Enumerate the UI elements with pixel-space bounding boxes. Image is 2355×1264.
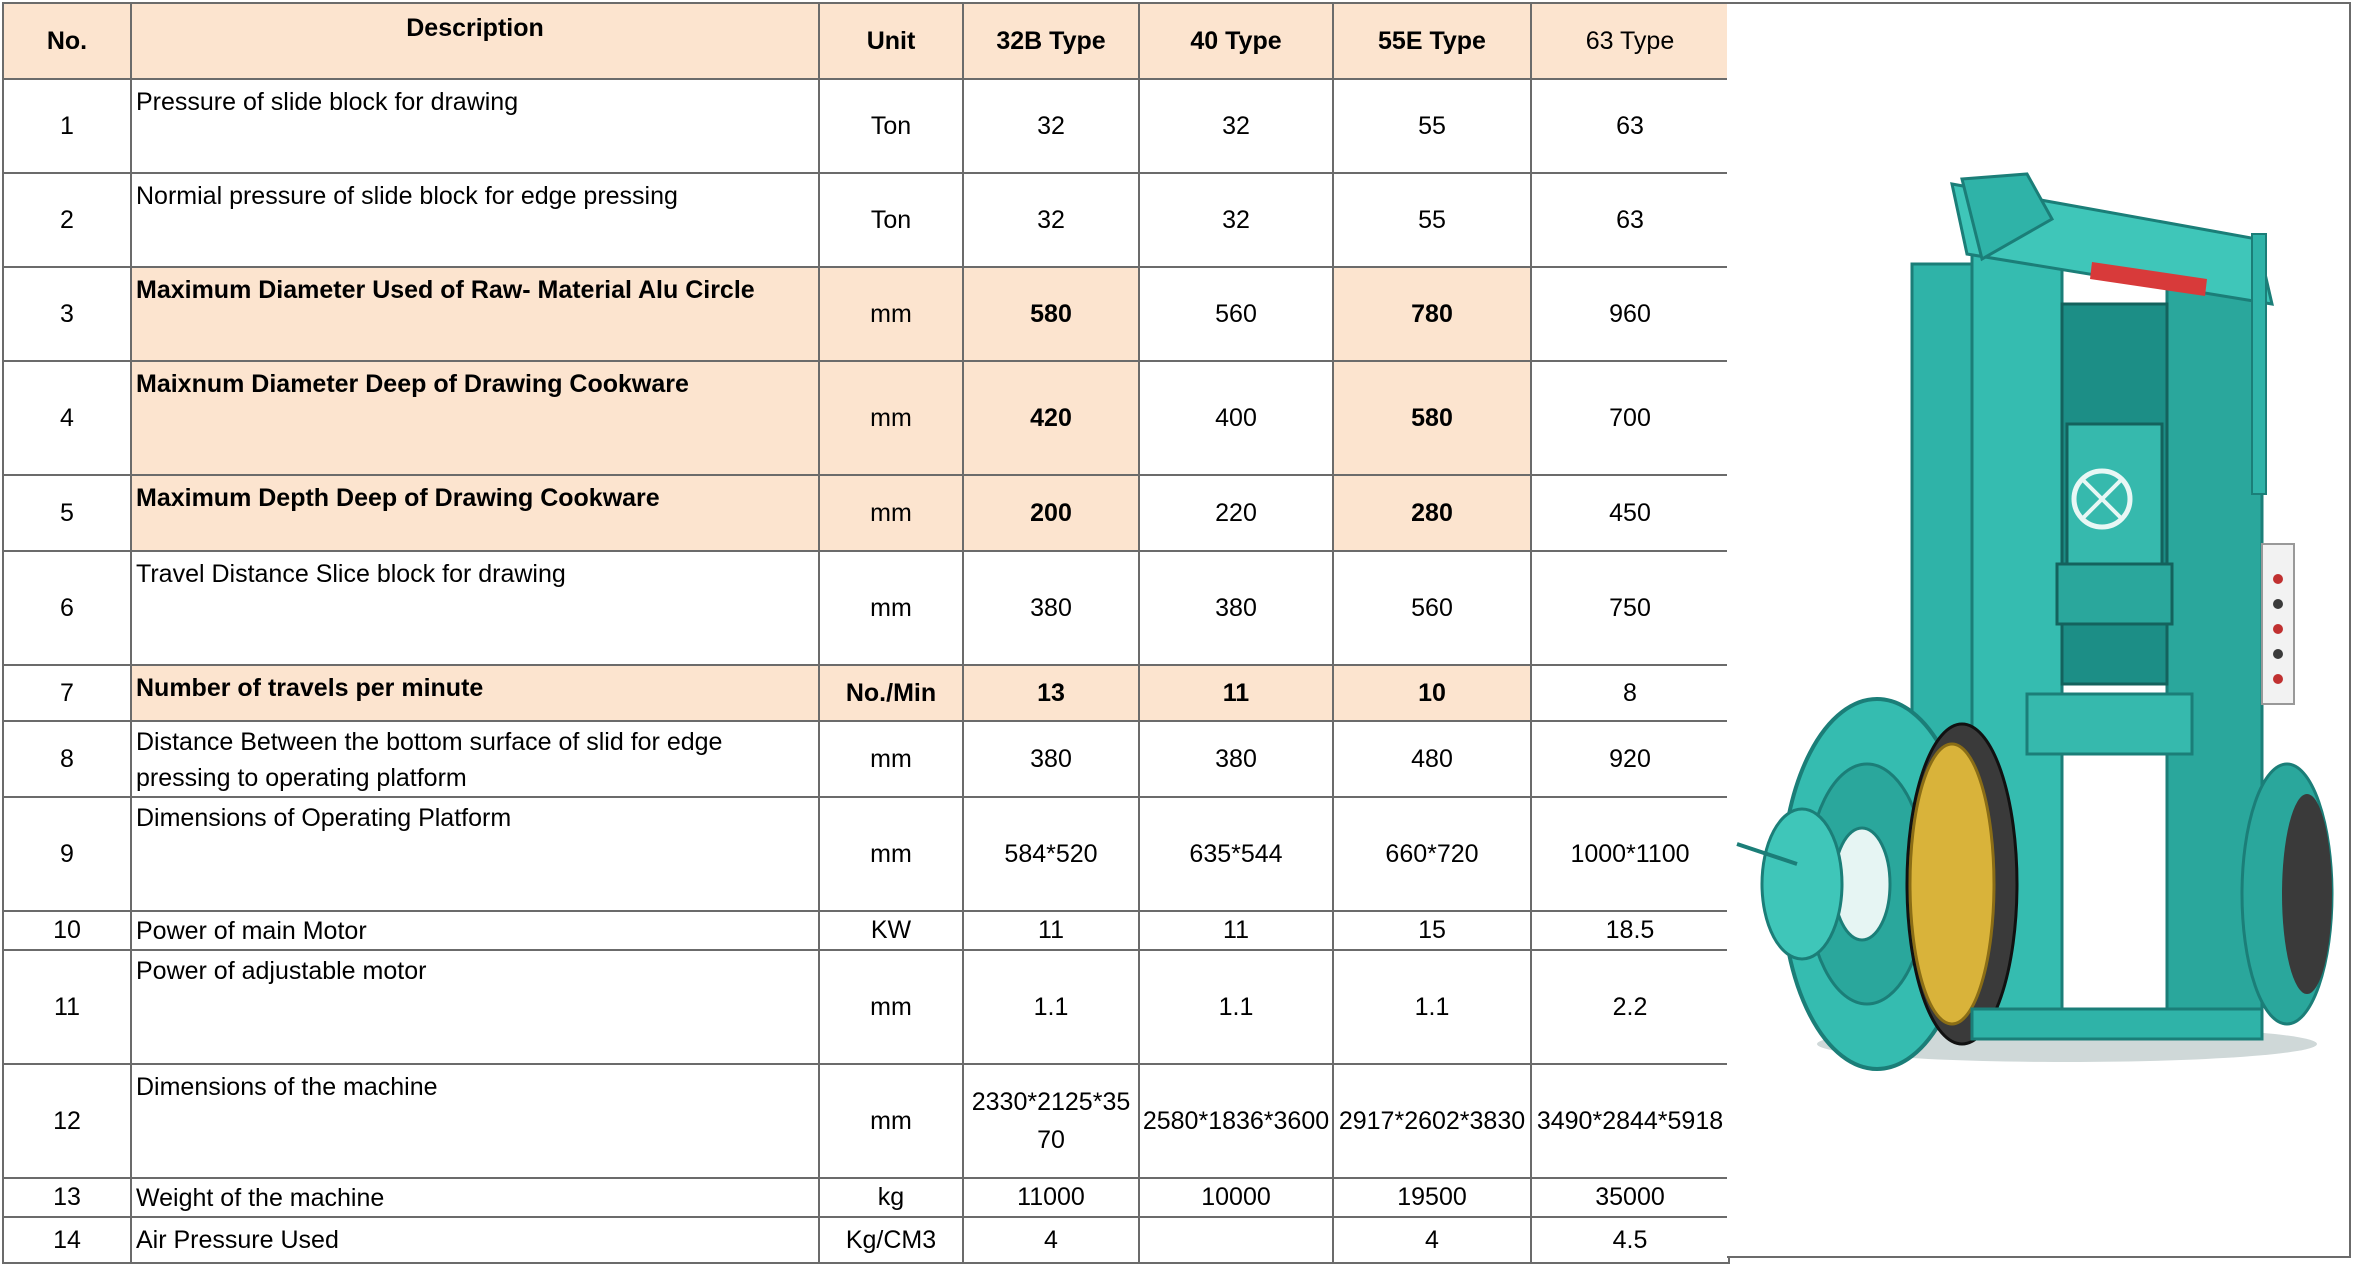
row-description: Travel Distance Slice block for drawing (131, 551, 819, 665)
machine-slide-block (2067, 424, 2162, 564)
row-value-55e: 2917*2602*3830 (1333, 1064, 1531, 1178)
row-value-40: 220 (1139, 475, 1333, 551)
table-row (3, 665, 1729, 721)
row-value-55e: 480 (1333, 721, 1531, 797)
header-type-63: 63 Type (1531, 3, 1729, 79)
row-value-55e: 19500 (1333, 1178, 1531, 1217)
row-value-55e: 10 (1333, 665, 1531, 721)
row-description: Dimensions of Operating Platform (131, 797, 819, 911)
row-value-55e: 280 (1333, 475, 1531, 551)
row-value-32b: 584*520 (963, 797, 1139, 911)
row-value-63: 920 (1531, 721, 1729, 797)
row-no: 7 (3, 665, 131, 721)
row-no: 10 (3, 911, 131, 950)
row-value-63: 750 (1531, 551, 1729, 665)
row-value-55e: 660*720 (1333, 797, 1531, 911)
row-value-32b: 1.1 (963, 950, 1139, 1064)
row-unit: No./Min (819, 665, 963, 721)
row-no: 13 (3, 1178, 131, 1217)
table-row (3, 267, 1729, 361)
row-no: 5 (3, 475, 131, 551)
table-row (3, 361, 1729, 475)
table-row (3, 551, 1729, 665)
row-value-32b: 200 (963, 475, 1139, 551)
row-value-55e: 580 (1333, 361, 1531, 475)
row-unit: mm (819, 721, 963, 797)
machine-base (1972, 1009, 2262, 1039)
row-description: Pressure of slide block for drawing (131, 79, 819, 173)
row-no: 6 (3, 551, 131, 665)
row-no: 4 (3, 361, 131, 475)
row-no: 9 (3, 797, 131, 911)
row-value-63: 2.2 (1531, 950, 1729, 1064)
table-row (3, 475, 1729, 551)
row-value-40: 10000 (1139, 1178, 1333, 1217)
row-unit: Kg/CM3 (819, 1217, 963, 1263)
row-value-40: 635*544 (1139, 797, 1333, 911)
row-value-63: 63 (1531, 79, 1729, 173)
row-unit: mm (819, 361, 963, 475)
header-row (3, 3, 1729, 79)
row-unit: mm (819, 267, 963, 361)
row-value-40: 380 (1139, 721, 1333, 797)
row-value-63: 960 (1531, 267, 1729, 361)
row-value-40: 11 (1139, 911, 1333, 950)
row-value-32b: 2330*2125*3570 (963, 1064, 1139, 1178)
row-value-55e: 55 (1333, 79, 1531, 173)
table-row (3, 721, 1729, 797)
row-value-32b: 580 (963, 267, 1139, 361)
table-row (3, 1217, 1729, 1263)
row-value-55e: 560 (1333, 551, 1531, 665)
row-description: Maximum Diameter Used of Raw- Material Alu Circle (131, 267, 819, 361)
row-description: Normial pressure of slide block for edge pressing (131, 173, 819, 267)
row-description: Weight of the machine (131, 1178, 819, 1217)
row-value-55e: 4 (1333, 1217, 1531, 1263)
row-value-40 (1139, 1217, 1333, 1263)
row-value-32b: 380 (963, 551, 1139, 665)
row-value-32b: 13 (963, 665, 1139, 721)
row-value-63: 450 (1531, 475, 1729, 551)
row-value-32b: 11 (963, 911, 1139, 950)
table-row (3, 173, 1729, 267)
row-description: Distance Between the bottom surface of slid for edge pressing to operating platform (131, 721, 819, 797)
row-value-40: 32 (1139, 79, 1333, 173)
row-description: Dimensions of the machine (131, 1064, 819, 1178)
row-value-40: 380 (1139, 551, 1333, 665)
row-unit: mm (819, 551, 963, 665)
row-value-32b: 11000 (963, 1178, 1139, 1217)
table-row (3, 1178, 1729, 1217)
row-value-63: 700 (1531, 361, 1729, 475)
header-type-32b: 32B Type (963, 3, 1139, 79)
row-value-32b: 420 (963, 361, 1139, 475)
row-value-32b: 380 (963, 721, 1139, 797)
row-value-55e: 15 (1333, 911, 1531, 950)
row-no: 1 (3, 79, 131, 173)
row-no: 3 (3, 267, 131, 361)
header-type-40: 40 Type (1139, 3, 1333, 79)
row-value-63: 63 (1531, 173, 1729, 267)
row-no: 2 (3, 173, 131, 267)
press-machine-illustration (1727, 4, 2347, 1256)
table-row (3, 79, 1729, 173)
row-no: 11 (3, 950, 131, 1064)
row-value-63: 35000 (1531, 1178, 1729, 1217)
row-unit: Ton (819, 79, 963, 173)
row-no: 14 (3, 1217, 131, 1263)
row-value-63: 8 (1531, 665, 1729, 721)
table-row (3, 797, 1729, 911)
spec-sheet (2, 2, 1730, 1264)
row-value-63: 4.5 (1531, 1217, 1729, 1263)
row-description: Number of travels per minute (131, 665, 819, 721)
row-unit: mm (819, 1064, 963, 1178)
row-value-40: 560 (1139, 267, 1333, 361)
header-no: No. (3, 3, 131, 79)
row-value-55e: 55 (1333, 173, 1531, 267)
table-row (3, 950, 1729, 1064)
header-description: Description (131, 3, 819, 79)
row-description: Power of main Motor (131, 911, 819, 950)
spec-table (2, 2, 1730, 1264)
row-value-40: 400 (1139, 361, 1333, 475)
table-row (3, 1064, 1729, 1178)
row-unit: kg (819, 1178, 963, 1217)
row-value-40: 32 (1139, 173, 1333, 267)
row-description: Air Pressure Used (131, 1217, 819, 1263)
row-value-63: 1000*1100 (1531, 797, 1729, 911)
row-value-55e: 1.1 (1333, 950, 1531, 1064)
row-unit: mm (819, 475, 963, 551)
row-value-40: 1.1 (1139, 950, 1333, 1064)
table-row (3, 911, 1729, 950)
row-unit: Ton (819, 173, 963, 267)
row-description: Power of adjustable motor (131, 950, 819, 1064)
machine-photo-panel (1727, 2, 2351, 1258)
machine-bed (2027, 694, 2192, 754)
row-no: 12 (3, 1064, 131, 1178)
row-unit: KW (819, 911, 963, 950)
row-value-32b: 32 (963, 173, 1139, 267)
row-description: Maixnum Diameter Deep of Drawing Cookware (131, 361, 819, 475)
row-value-32b: 4 (963, 1217, 1139, 1263)
row-description: Maximum Depth Deep of Drawing Cookware (131, 475, 819, 551)
header-unit: Unit (819, 3, 963, 79)
row-value-40: 2580*1836*3600 (1139, 1064, 1333, 1178)
machine-pulley (1762, 809, 1842, 959)
row-value-63: 18.5 (1531, 911, 1729, 950)
row-unit: mm (819, 950, 963, 1064)
row-unit: mm (819, 797, 963, 911)
header-type-55e: 55E Type (1333, 3, 1531, 79)
row-value-63: 3490*2844*5918 (1531, 1064, 1729, 1178)
row-value-55e: 780 (1333, 267, 1531, 361)
row-value-32b: 32 (963, 79, 1139, 173)
machine-right-rod (2252, 234, 2266, 494)
machine-lower-die (2057, 564, 2172, 624)
row-no: 8 (3, 721, 131, 797)
row-value-40: 11 (1139, 665, 1333, 721)
